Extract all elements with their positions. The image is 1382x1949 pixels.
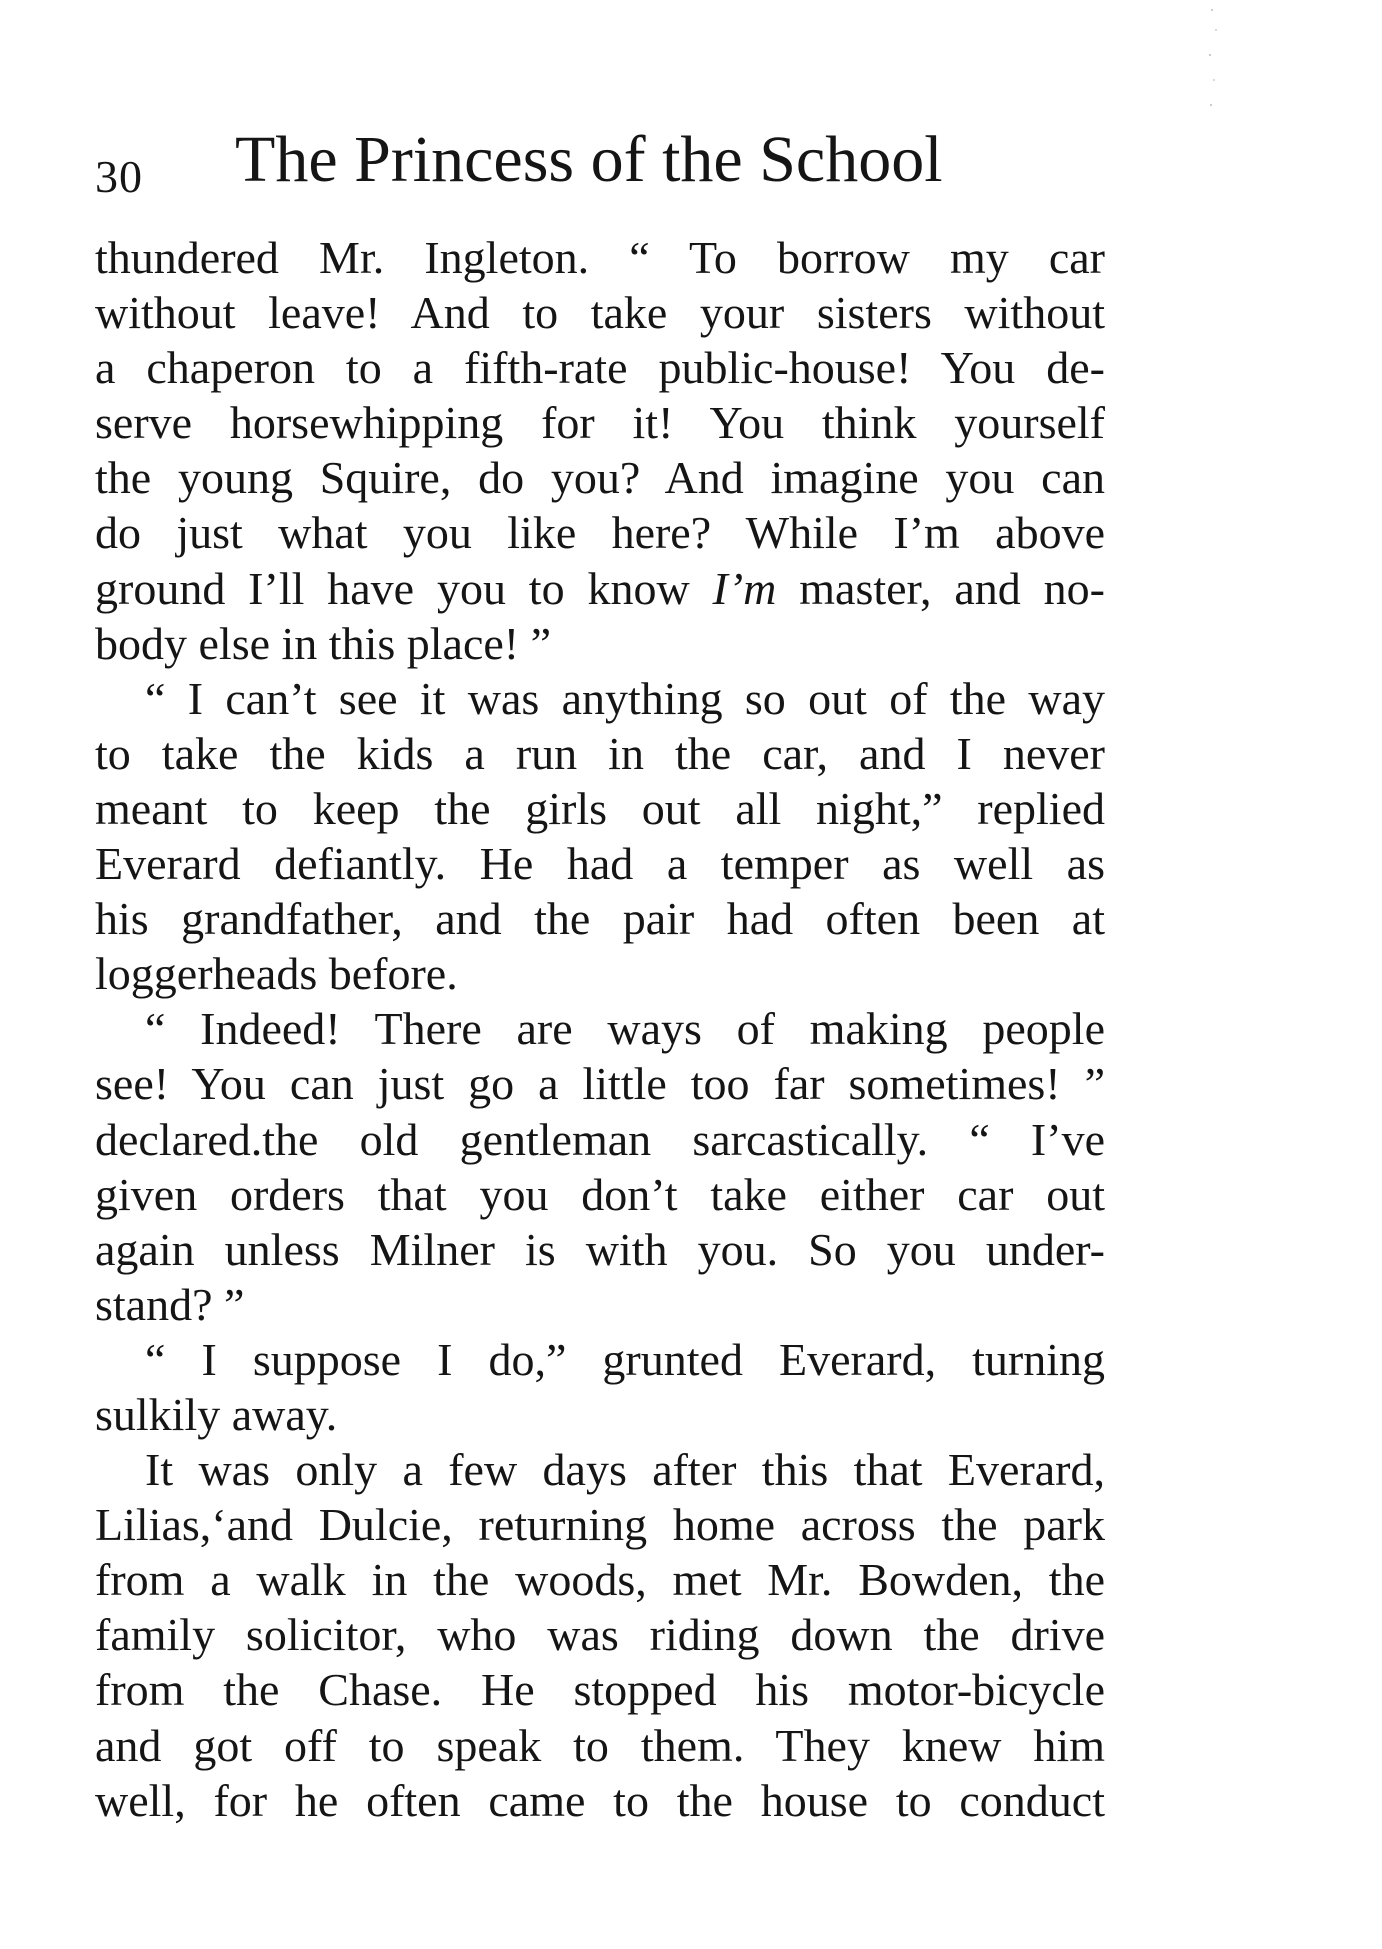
text-line: loggerheads before. [95,948,458,1000]
page-number: 30 [95,151,143,202]
text-line: from the Chase. He stopped his motor-bicycle [95,1664,1105,1716]
text-line: a chaperon to a fifth-rate public-house! You de- [95,342,1105,394]
text-line: stand? ” [95,1278,245,1330]
text-line: Everard defiantly. He had a temper as well as [95,838,1105,890]
margin-specks [1192,0,1232,140]
text-run: master, and no- [776,562,1105,614]
body-text [95,230,1105,1828]
page-header [95,122,1095,222]
text-line: given orders that you don’t take either car out [95,1168,1105,1220]
text-line: “ I can’t see it was anything so out of the way [145,672,1105,724]
text-line: the young Squire, do you? And imagine you can [95,452,1105,504]
text-line: see! You can just go a little too far sometimes! ” [95,1058,1105,1110]
text-line: “ Indeed! There are ways of making people [145,1003,1105,1055]
text-line: body else in this place! ” [95,617,552,669]
text-line: do just what you like here? While I’m above [95,507,1105,559]
running-title: The Princess of the School [235,123,943,196]
text-line: “ I suppose I do,” grunted Everard, turning [145,1333,1105,1385]
italic-emphasis: I’m [712,562,777,614]
text-line: serve horsewhipping for it! You think yourself [95,397,1105,449]
text-line: Lilias,‘and Dulcie, returning home across the park [95,1499,1105,1551]
text-line: family solicitor, who was riding down the drive [95,1609,1105,1661]
text-line: It was only a few days after this that Everard, [145,1444,1105,1496]
text-line: declared.the old gentleman sarcastically. “ I’ve [95,1113,1105,1165]
text-line: again unless Milner is with you. So you under- [95,1223,1105,1275]
text-line: meant to keep the girls out all night,” replied [95,782,1105,834]
text-line: sulkily away. [95,1388,338,1440]
text-line: and got off to speak to them. They knew him [95,1719,1105,1771]
text-line: to take the kids a run in the car, and I never [95,727,1105,779]
text-line: his grandfather, and the pair had often been at [95,893,1105,945]
text-line [95,561,1105,616]
text-line: without leave! And to take your sisters without [95,287,1105,339]
text-line: thundered Mr. Ingleton. “ To borrow my car [95,232,1105,283]
text-run: ground I’ll have you to know [95,562,713,614]
text-line: well, for he often came to the house to conduct [95,1774,1105,1826]
text-line: from a walk in the woods, met Mr. Bowden, the [95,1554,1105,1606]
